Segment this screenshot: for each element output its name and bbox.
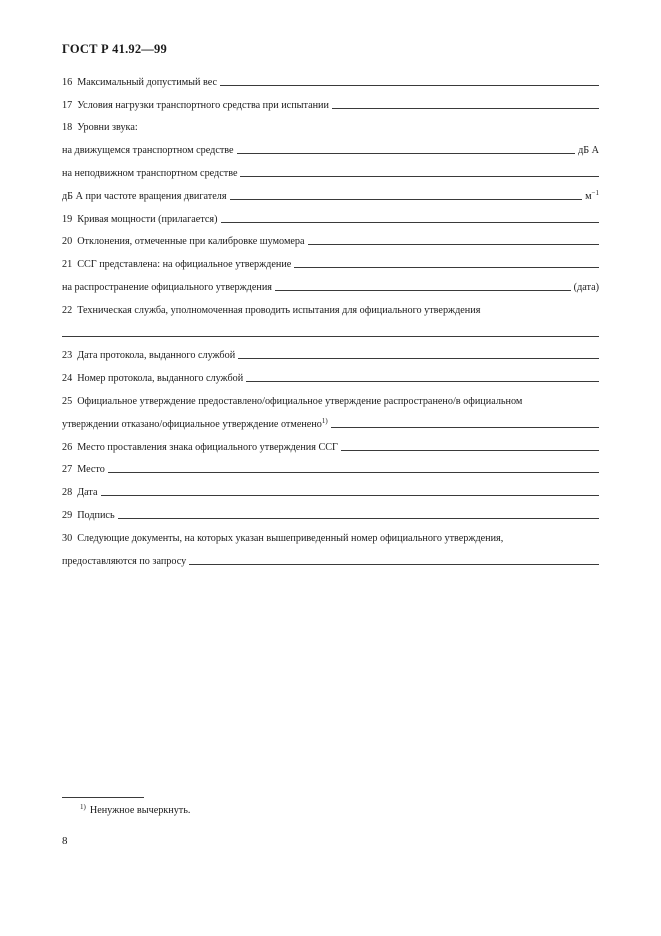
field-18-stationary-vehicle — [62, 157, 599, 180]
fill-line — [220, 84, 599, 86]
field-23-report-date — [62, 340, 599, 363]
item-number: 26 — [62, 441, 73, 453]
field-24-report-number — [62, 362, 599, 385]
field-18-engine-speed — [62, 180, 599, 203]
field-26-mark-location — [62, 431, 599, 454]
fill-line — [308, 243, 599, 245]
field-25-approval-status-cont — [62, 408, 599, 431]
field-label: Номер протокола, выданного службой — [77, 373, 244, 385]
field-label: Дата — [77, 487, 98, 499]
item-number: 19 — [62, 213, 73, 225]
fill-line — [230, 198, 583, 200]
field-18-sound-levels — [62, 112, 599, 135]
field-27-place — [62, 454, 599, 477]
field-30-documents — [62, 522, 599, 545]
field-label: предоставляются по запросу — [62, 555, 187, 567]
item-number: 21 — [62, 259, 73, 271]
fill-line — [189, 563, 599, 565]
date-label: (дата) — [573, 281, 599, 293]
item-number: 22 — [62, 304, 73, 316]
field-label: Место проставления знака официального утверждения ССГ — [77, 441, 338, 453]
field-label: Место — [77, 464, 105, 476]
field-25-approval-status — [62, 385, 599, 408]
field-label: Кривая мощности (прилагается) — [77, 213, 218, 225]
field-label: на движущемся транспортном средстве — [62, 145, 234, 157]
fill-line — [331, 426, 599, 428]
field-21-submitted-approval — [62, 248, 599, 271]
field-label: Техническая служба, уполномоченная проводить испытания для официального утверждения — [77, 304, 481, 316]
field-29-signature — [62, 499, 599, 522]
field-label: ССГ представлена: на официальное утверждение — [77, 259, 292, 271]
unit-label: $м^{-1}$ — [585, 188, 599, 202]
field-label: Условия нагрузки транспортного средства при испытании — [77, 99, 329, 111]
field-label: Официальное утверждение предоставлено/официальное утверждение распространено/в официальном — [77, 395, 523, 407]
form-fields — [62, 66, 599, 568]
field-label: Уровни звука: — [77, 122, 138, 134]
fill-line — [108, 471, 599, 473]
field-22-technical-service — [62, 294, 599, 317]
fill-line — [332, 107, 599, 109]
fill-line — [101, 494, 600, 496]
fill-line — [275, 289, 571, 291]
field-17-load-conditions — [62, 89, 599, 112]
item-number: 18 — [62, 122, 73, 134]
field-18-moving-vehicle — [62, 134, 599, 157]
fill-line — [341, 449, 599, 451]
page-number: 8 — [62, 835, 68, 847]
document-code: ГОСТ Р 41.92—99 — [62, 42, 167, 56]
footnote-text: Ненужное вычеркнуть. — [89, 805, 191, 816]
field-label: на распространение официального утверждения — [62, 281, 272, 293]
field-label: Максимальный допустимый вес — [77, 76, 218, 88]
fill-line — [240, 175, 599, 177]
fill-line — [118, 517, 599, 519]
footnote-separator — [62, 797, 144, 798]
item-number: 17 — [62, 99, 73, 111]
fill-line — [294, 266, 599, 268]
item-number: 16 — [62, 76, 73, 88]
field-20-calibration-deviations — [62, 226, 599, 249]
item-number: 23 — [62, 350, 73, 362]
item-number: 24 — [62, 373, 73, 385]
field-label: дБ А при частоте вращения двигателя — [62, 190, 227, 202]
field-28-date — [62, 476, 599, 499]
field-21-submitted-extension — [62, 271, 599, 294]
field-label: Дата протокола, выданного службой — [77, 350, 236, 362]
field-30-on-request — [62, 545, 599, 568]
item-number: 20 — [62, 236, 73, 248]
fill-line — [221, 221, 599, 223]
item-number: 30 — [62, 532, 73, 544]
field-label: Отклонения, отмеченные при калибровке шумомера — [77, 236, 305, 248]
footnote-ref: 1) — [321, 416, 328, 425]
field-label: утверждении отказано/официальное утверждение отменено — [62, 418, 322, 430]
item-number: 29 — [62, 509, 73, 521]
item-number: 28 — [62, 487, 73, 499]
fill-line — [237, 152, 575, 154]
field-16-max-weight — [62, 66, 599, 89]
field-label: Следующие документы, на которых указан вышеприведенный номер официального утверждения, — [77, 532, 504, 544]
field-label: Подпись — [77, 509, 115, 521]
item-number: 27 — [62, 464, 73, 476]
unit-label: дБ А — [578, 145, 599, 157]
fill-line — [62, 335, 599, 337]
fill-line — [238, 357, 599, 359]
field-22-fill — [62, 317, 599, 340]
item-number: 25 — [62, 395, 73, 407]
footnote — [80, 805, 190, 816]
field-label: на неподвижном транспортном средстве — [62, 167, 238, 179]
field-19-power-curve — [62, 203, 599, 226]
fill-line — [246, 380, 599, 382]
footnote-mark: 1) — [80, 803, 86, 811]
